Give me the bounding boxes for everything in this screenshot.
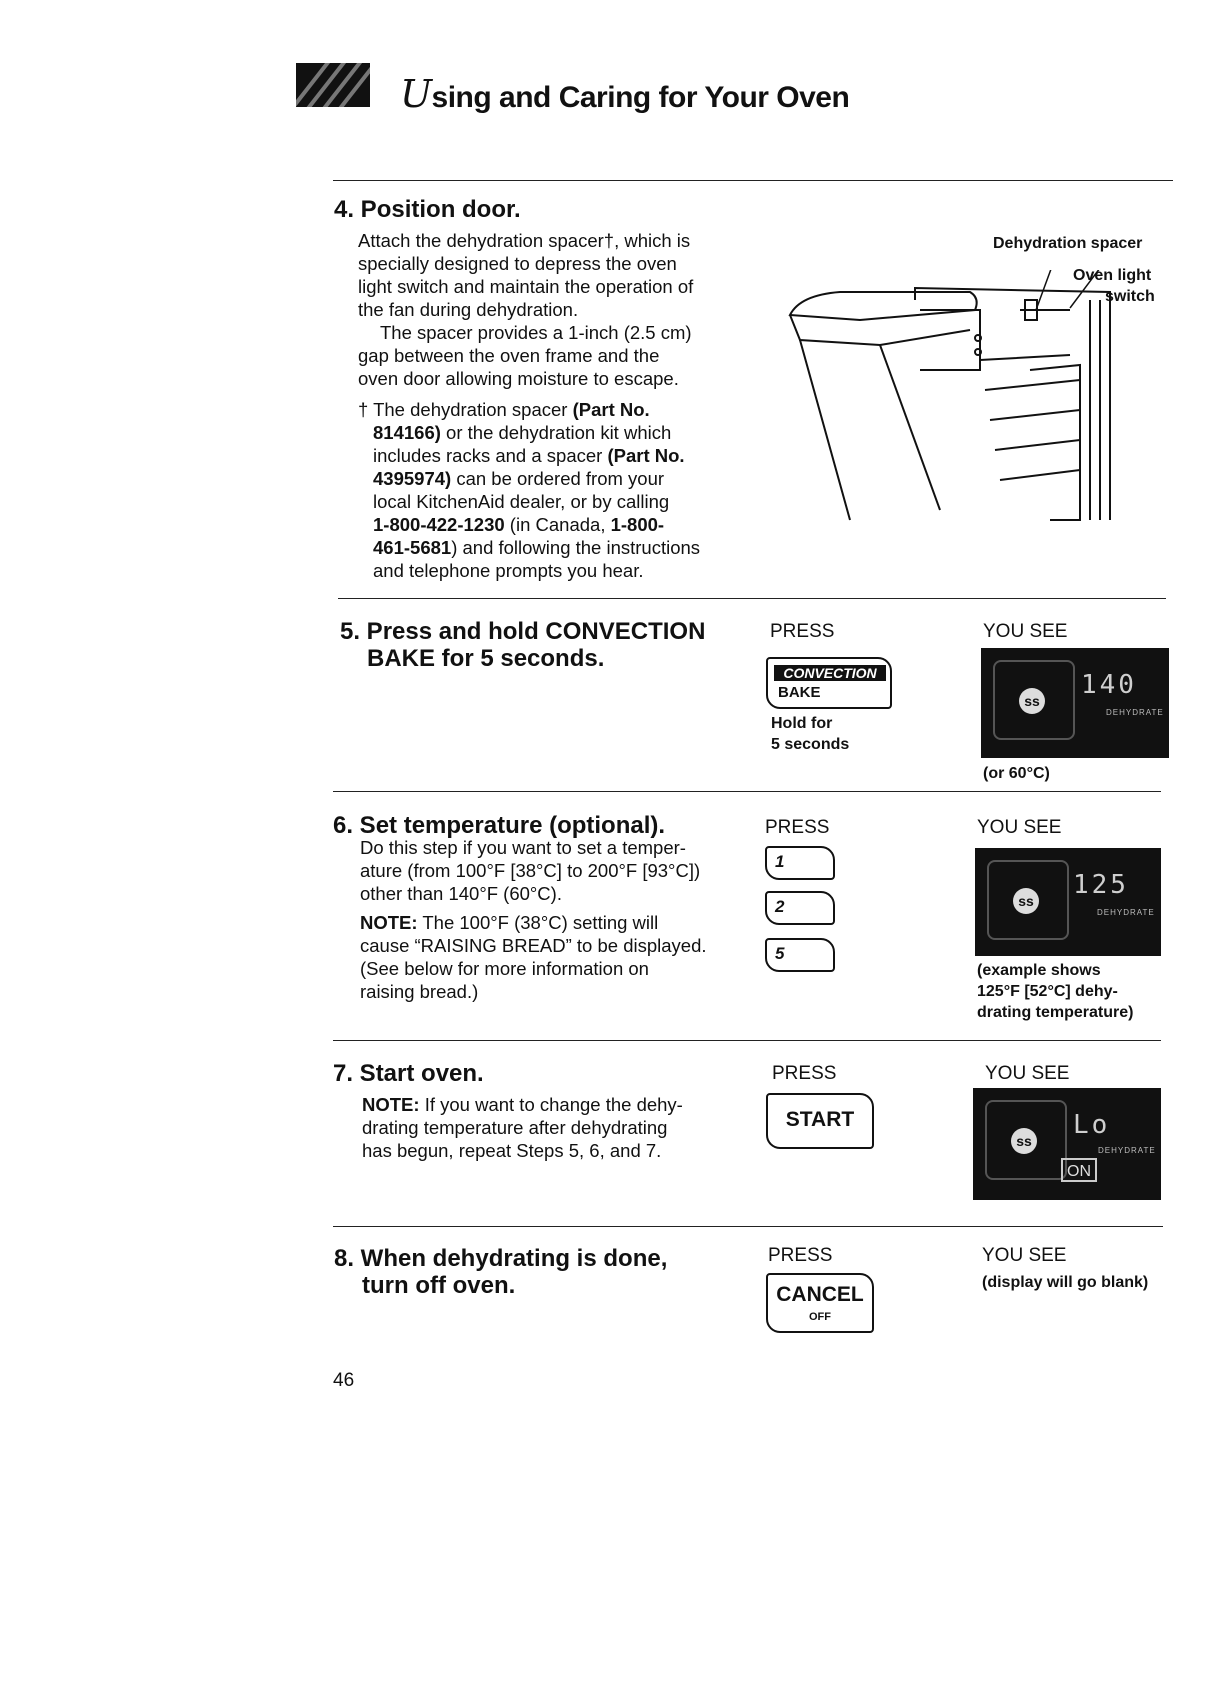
step-8-title-l2: turn off oven. [362,1272,516,1299]
you-see-label: YOU SEE [977,817,1062,838]
step-5-note: (or 60°C) [983,765,1050,782]
callout-dehydration-spacer: Dehydration spacer [993,235,1143,252]
step-4-text: Attach the dehydration spacer†, which is specially designed to depress the oven light switch and maintain the operation of the fan during dehydration. The spacer provides a 1-inch (2.5 cm) gap between the oven frame and the oven door allowing moisture to escape. [358,230,694,389]
page-number: 46 [333,1370,355,1391]
press-label: PRESS [770,621,835,642]
callout-switch: switch [1105,288,1155,305]
convection-bake-key[interactable]: CONVECTION BAKE [766,657,892,709]
step-7-text: NOTE: If you want to change the dehy- drating temperature after dehydrating has begun, repeat Steps 5, 6, and 7. [362,1094,683,1161]
divider [333,180,1173,181]
oven-display-dehydrate-125: ss 125 DEHYDRATE [975,848,1161,956]
fan-icon: ss [985,1100,1067,1180]
oven-door-spacer-illustration [780,270,1120,530]
press-label: PRESS [772,1063,837,1084]
key-5[interactable]: 5 [765,938,835,972]
divider [338,598,1166,599]
press-label: PRESS [768,1245,833,1266]
step-4-footnote: † The dehydration spacer (Part No. 814166) or the dehydration kit which includes racks and a spacer (Part No. 4395974) can be ordered from your local KitchenAid dealer, or by calling 1-800-422-1230 (in Canada, 1-800- 461-5681) and following the instructions and telephone prompts you hear. [358,399,701,581]
divider [333,791,1161,792]
step-4-title: 4. Position door. [334,196,521,223]
you-see-label: YOU SEE [983,621,1068,642]
step-6-text: Do this step if you want to set a temper- ature (from 100°F [38°C] to 200°F [93°C]) other than 140°F (60°C). NOTE: The 100°F (38°C) setting will cause “RAISING BREAD” to be displayed. (See below for more information on raising bread.) [360,837,707,1002]
step-6-caption: (example shows 125°F [52°C] dehy- drating temperature) [977,962,1134,1021]
press-label: PRESS [765,817,830,838]
start-key[interactable]: START [766,1093,874,1149]
you-see-label: YOU SEE [985,1063,1070,1084]
divider [333,1226,1163,1227]
step-5-title: 5. Press and hold CONVECTION [340,618,706,645]
key-2[interactable]: 2 [765,891,835,925]
you-see-label: YOU SEE [982,1245,1067,1266]
key-1[interactable]: 1 [765,846,835,880]
step-7-title: 7. Start oven. [333,1060,484,1087]
hold-for-text: Hold for 5 seconds [771,715,850,753]
divider [333,1040,1161,1041]
callout-oven-light: Oven light [1073,267,1152,284]
page-title: Using and Caring for Your Oven [400,72,850,116]
step-8-title: 8. When dehydrating is done, [334,1245,668,1272]
fan-icon: ss [987,860,1069,940]
oven-display-dehydrate-lo: ss Lo DEHYDRATE ON [973,1088,1161,1200]
step-5-title-l2: BAKE for 5 seconds. [367,645,605,672]
step-8-caption: (display will go blank) [982,1274,1149,1291]
oven-section-logo-icon [296,63,370,107]
oven-display-dehydrate-140: ss 140 DEHYDRATE [981,648,1169,758]
cancel-off-key[interactable]: CANCEL OFF [766,1273,874,1333]
step-6-title: 6. Set temperature (optional). [333,812,666,839]
fan-icon: ss [993,660,1075,740]
